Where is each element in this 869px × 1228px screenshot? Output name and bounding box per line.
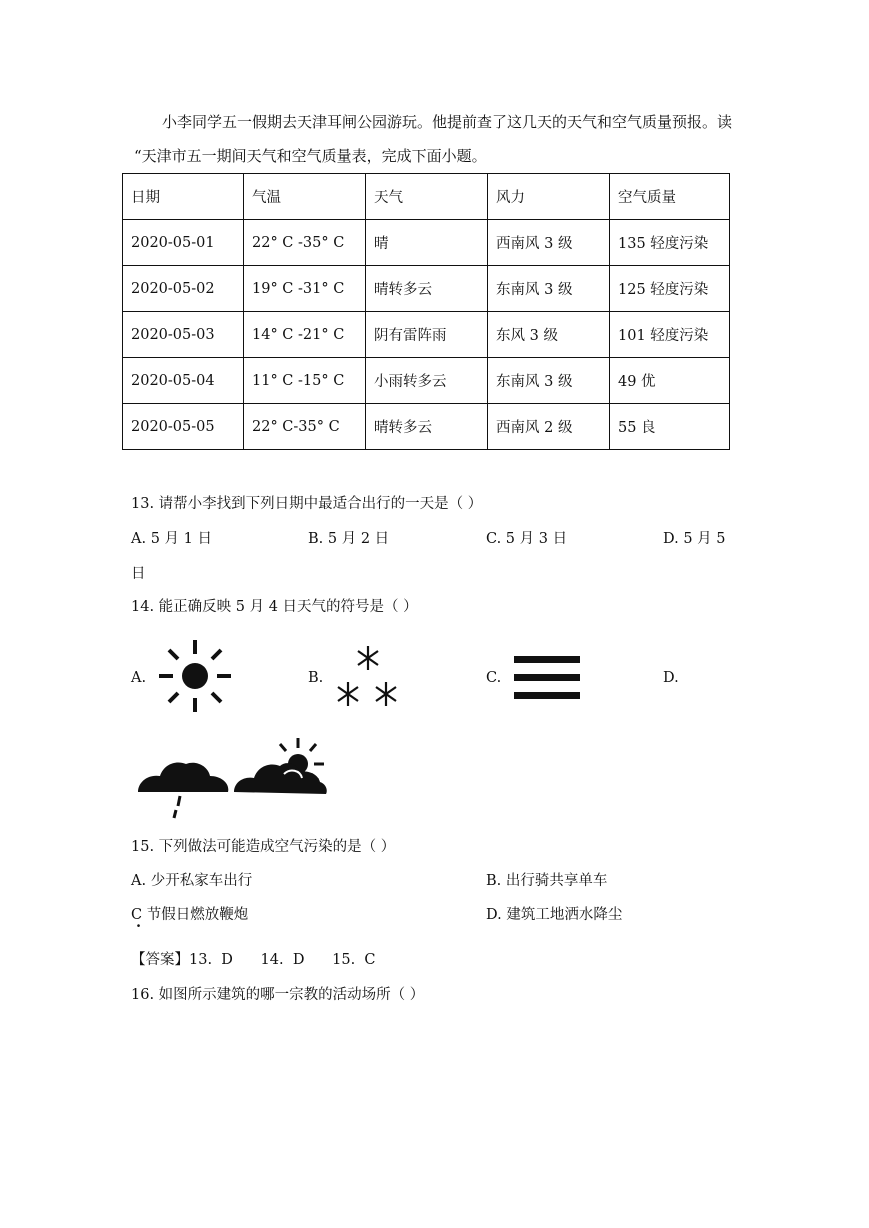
table-cell: 101 轻度污染 [610, 312, 730, 358]
table-cell: 2020-05-02 [123, 266, 244, 312]
table-cell: 西南风 3 级 [488, 220, 610, 266]
table-cell: 22° C -35° C [244, 220, 366, 266]
table-cell: 小雨转多云 [366, 358, 488, 404]
q14-option-a[interactable]: A. [131, 670, 147, 686]
table-cell: 22° C-35° C [244, 404, 366, 450]
table-cell: 135 轻度污染 [610, 220, 730, 266]
q13-stem: 13. 请帮小李找到下列日期中最适合出行的一天是（ ） [131, 496, 483, 512]
q15-option-a[interactable]: A. 少开私家车出行 [131, 873, 253, 889]
table-row [123, 266, 730, 312]
table-cell: 2020-05-05 [123, 404, 244, 450]
sun-icon [155, 636, 235, 716]
header-wind: 风力 [488, 174, 610, 220]
q15-option-c-dot: · [136, 918, 142, 935]
answer-text: 13. D 14. D 15. C [189, 952, 376, 968]
snow-icon [332, 642, 404, 708]
q15-stem: 15. 下列做法可能造成空气污染的是（ ） [131, 839, 396, 855]
table-cell: 东风 3 级 [488, 312, 610, 358]
q13-option-d-wrap: 日 [131, 566, 146, 582]
table-cell: 2020-05-03 [123, 312, 244, 358]
table-cell: 55 良 [610, 404, 730, 450]
table-cell: 晴 [366, 220, 488, 266]
q13-option-c[interactable]: C. 5 月 3 日 [486, 531, 568, 547]
q14-stem: 14. 能正确反映 5 月 4 日天气的符号是（ ） [131, 599, 418, 615]
table-cell: 11° C -15° C [244, 358, 366, 404]
answer-label: 【答案】 [131, 952, 189, 968]
q13-option-d[interactable]: D. 5 月 5 [663, 531, 726, 547]
table-row [123, 404, 730, 450]
table-header-row [123, 174, 730, 220]
intro-line-2: “天津市五一期间天气和空气质量表，完成下面小题。 [134, 147, 487, 165]
q15-option-d[interactable]: D. 建筑工地洒水降尘 [486, 907, 623, 923]
table-cell: 14° C -21° C [244, 312, 366, 358]
fog-icon [514, 654, 580, 702]
q15-option-b[interactable]: B. 出行骑共享单车 [486, 873, 608, 889]
header-temperature: 气温 [244, 174, 366, 220]
intro-paragraph [134, 105, 754, 173]
table-cell: 阴有雷阵雨 [366, 312, 488, 358]
q15-option-c[interactable]: C 节假日燃放鞭炮 [131, 907, 249, 923]
answer-line [131, 948, 376, 969]
header-date: 日期 [123, 174, 244, 220]
q14-option-c[interactable]: C. [486, 670, 502, 686]
rain-to-cloudy-icon [134, 734, 334, 820]
table-cell: 19° C -31° C [244, 266, 366, 312]
table-cell: 49 优 [610, 358, 730, 404]
table-cell: 2020-05-01 [123, 220, 244, 266]
q14-option-b[interactable]: B. [308, 670, 324, 686]
header-weather: 天气 [366, 174, 488, 220]
q14-option-d[interactable]: D. [663, 670, 679, 686]
table-row [123, 358, 730, 404]
q16-stem: 16. 如图所示建筑的哪一宗教的活动场所（ ） [131, 987, 425, 1003]
intro-line-1: 小李同学五一假期去天津耳闸公园游玩。他提前查了这几天的天气和空气质量预报。读 [162, 113, 733, 131]
header-air-quality: 空气质量 [610, 174, 730, 220]
table-cell: 东南风 3 级 [488, 358, 610, 404]
q13-option-a[interactable]: A. 5 月 1 日 [131, 531, 212, 547]
table-cell: 125 轻度污染 [610, 266, 730, 312]
table-cell: 西南风 2 级 [488, 404, 610, 450]
table-cell: 2020-05-04 [123, 358, 244, 404]
table-cell: 晴转多云 [366, 404, 488, 450]
weather-table [122, 173, 730, 450]
q13-option-b[interactable]: B. 5 月 2 日 [308, 531, 390, 547]
table-cell: 东南风 3 级 [488, 266, 610, 312]
table-cell: 晴转多云 [366, 266, 488, 312]
table-row [123, 220, 730, 266]
table-row [123, 312, 730, 358]
